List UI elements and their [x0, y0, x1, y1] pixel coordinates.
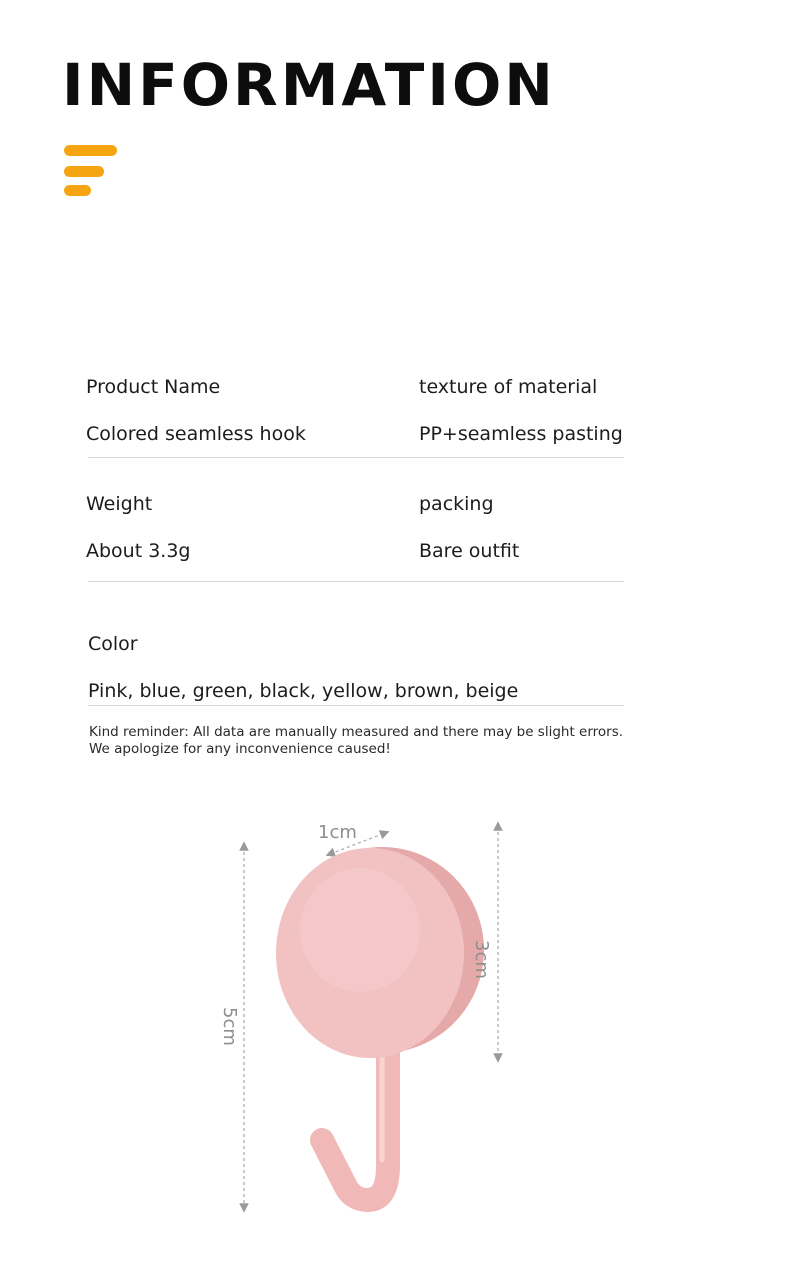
material-value: PP+seamless pasting	[419, 423, 623, 445]
disc-height-dimension-label: 3cm	[471, 940, 492, 979]
depth-dimension-label: 1cm	[318, 822, 357, 843]
page-title: INFORMATION	[62, 51, 556, 119]
weight-label: Weight	[86, 493, 153, 515]
weight-value: About 3.3g	[86, 540, 191, 562]
color-value: Pink, blue, green, black, yellow, brown, beige	[88, 680, 519, 702]
packing-label: packing	[419, 493, 494, 515]
reminder-line-1: Kind reminder: All data are manually measured and there may be slight errors.	[89, 724, 624, 740]
product-name-value: Colored seamless hook	[86, 423, 306, 445]
product-name-label: Product Name	[86, 376, 221, 398]
hook-stem	[322, 1045, 388, 1200]
total-height-dimension-label: 5cm	[219, 1007, 240, 1046]
packing-value: Bare outfit	[419, 540, 520, 562]
reminder-line-2: We apologize for any inconvenience caused!	[89, 741, 391, 757]
material-label: texture of material	[419, 376, 598, 398]
color-label: Color	[88, 633, 138, 655]
